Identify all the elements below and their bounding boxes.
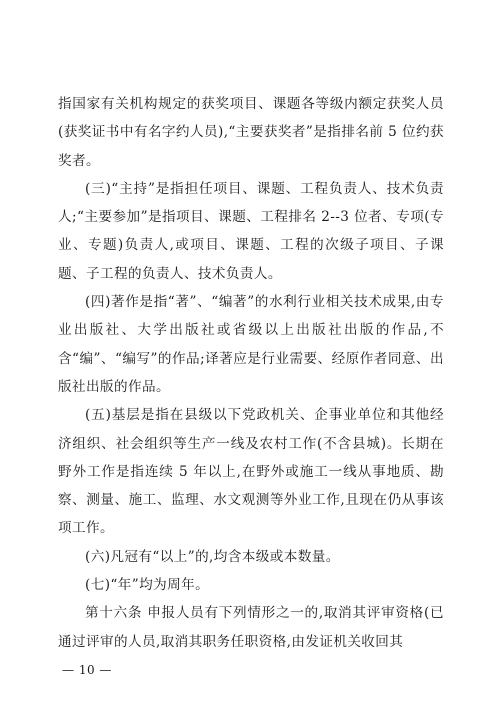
paragraph-item-3: (三)“主持”是指担任项目、课题、工程负责人、技术负责人;“主要参加”是指项目、课题、工程排名 2--3 位者、专项(专业、专题)负责人,或项目、课题、工程的次级子项目、子课题、子工程的负责人、技术负责人。 — [58, 180, 444, 282]
paragraph-item-6: (六)凡冠有“以上”的,均含本级或本数量。 — [85, 548, 340, 565]
paragraph-article-16: 第十六条 申报人员有下列情形之一的,取消其评审资格(已通过评审的人员,取消其职务任职资格,由发证机关收回其 — [58, 605, 444, 650]
document-body — [58, 90, 444, 656]
paragraph-continuation: 指国家有关机构规定的获奖项目、课题各等级内额定获奖人员(获奖证书中有名字约人员),“主要获奖者”是指排名前 5 位约获奖者。 — [58, 96, 444, 169]
page-number: — 10 — — [62, 663, 112, 677]
paragraph-item-4: (四)著作是指“著”、“编著”的水利行业相关技术成果,由专业出版社、大学出版社或省级以上出版社出版的作品,不含“编”、“编写”的作品;译著应是行业需要、经原作者同意、出版社出版的作品。 — [58, 294, 444, 395]
paragraph-item-5: (五)基层是指在县级以下党政机关、企事业单位和其他经济组织、社会组织等生产一线及农村工作(不含县城)。长期在野外工作是指连续 5 年以上,在野外或施工一线从事地质、勘察、测量、施工、监理、水文观测等外业工作,且现在仍从事该项工作。 — [58, 407, 444, 537]
paragraph-item-7: (七)“年”均为周年。 — [85, 577, 210, 594]
